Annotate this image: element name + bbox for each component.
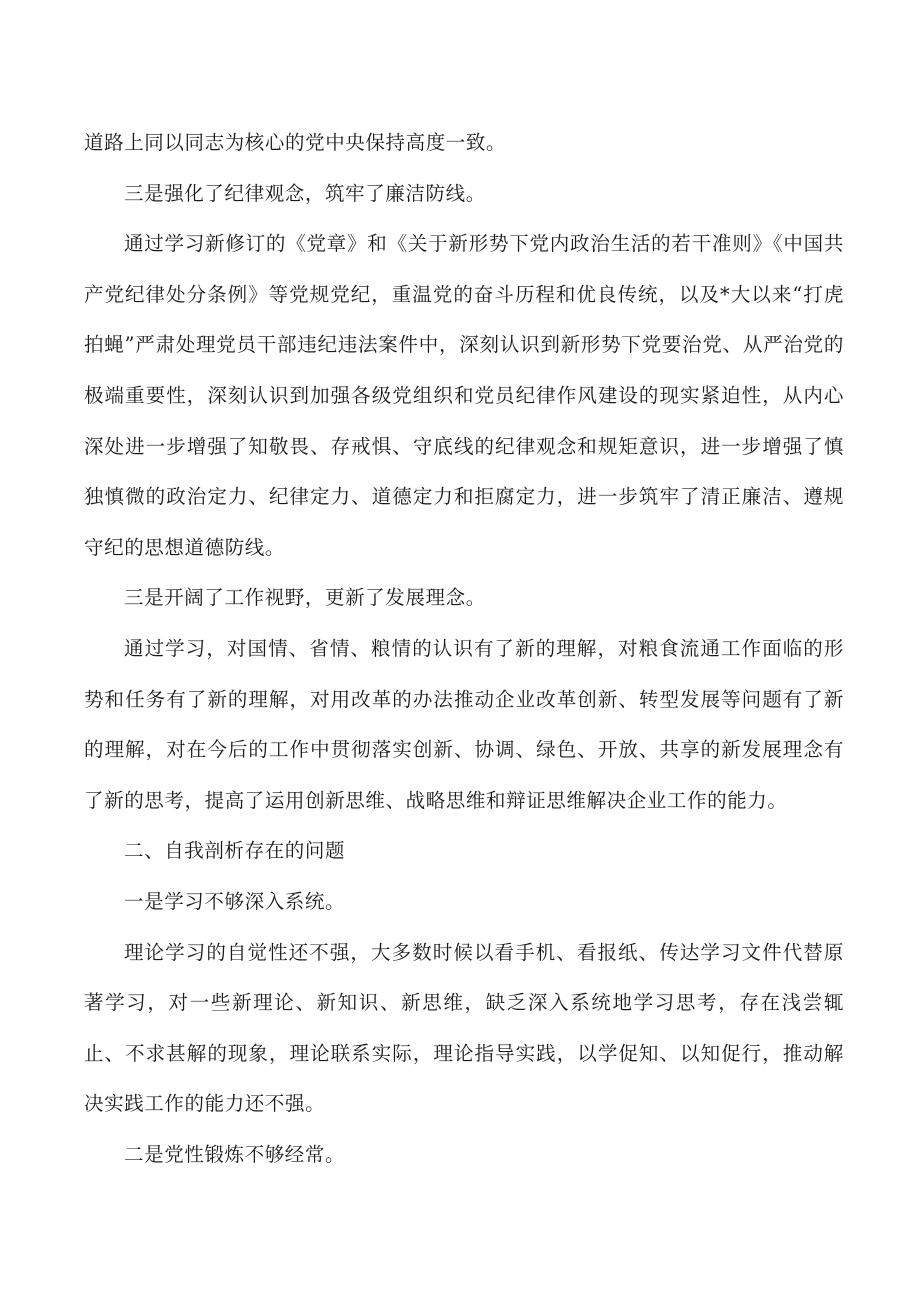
paragraph-vision-body: 通过学习，对国情、省情、粮情的认识有了新的理解，对粮食流通工作面临的形势和任务有了新的理解，对用改革的办法推动企业改革创新、转型发展等问题有了新的理解，对在今后的工作中贯彻落实创新、协调、绿色、开放、共享的新发展理念有了新的思考，提高了运用创新思维、战略思维和辩证思维解决企业工作的能力。 — [84, 636, 844, 812]
heading-party-spirit: 二是党性锻炼不够经常。 — [124, 1142, 346, 1166]
paragraph-continuation: 道路上同以同志为核心的党中央保持高度一致。 — [84, 131, 507, 154]
heading-discipline: 三是强化了纪律观念，筑牢了廉洁防线。 — [124, 181, 486, 205]
section-heading-problems: 二、自我剖析存在的问题 — [124, 839, 346, 863]
document-page — [84, 118, 844, 1180]
heading-vision: 三是开阔了工作视野，更新了发展理念。 — [124, 586, 486, 610]
heading-study: 一是学习不够深入系统。 — [124, 889, 346, 913]
paragraph-discipline-body: 通过学习新修订的《党章》和《关于新形势下党内政治生活的若干准则》《中国共产党纪律处分条例》等党规党纪，重温党的奋斗历程和优良传统，以及*大以来“打虎拍蝇”严肃处理党员干部违纪违法案件中，深刻认识到新形势下党要治党、从严治党的极端重要性，深刻认识到加强各级党组织和党员纪律作风建设的现实紧迫性，从内心深处进一步增强了知敬畏、存戒惧、守底线的纪律观念和规矩意识，进一步增强了慎独慎微的政治定力、纪律定力、道德定力和拒腐定力，进一步筑牢了清正廉洁、遵规守纪的思想道德防线。 — [84, 232, 844, 559]
paragraph-study-body: 理论学习的自觉性还不强，大多数时候以看手机、看报纸、传达学习文件代替原著学习，对一些新理论、新知识、新思维，缺乏深入系统地学习思考，存在浅尝辄止、不求甚解的现象，理论联系实际，理论指导实践，以学促知、以知促行，推动解决实践工作的能力还不强。 — [84, 940, 844, 1116]
